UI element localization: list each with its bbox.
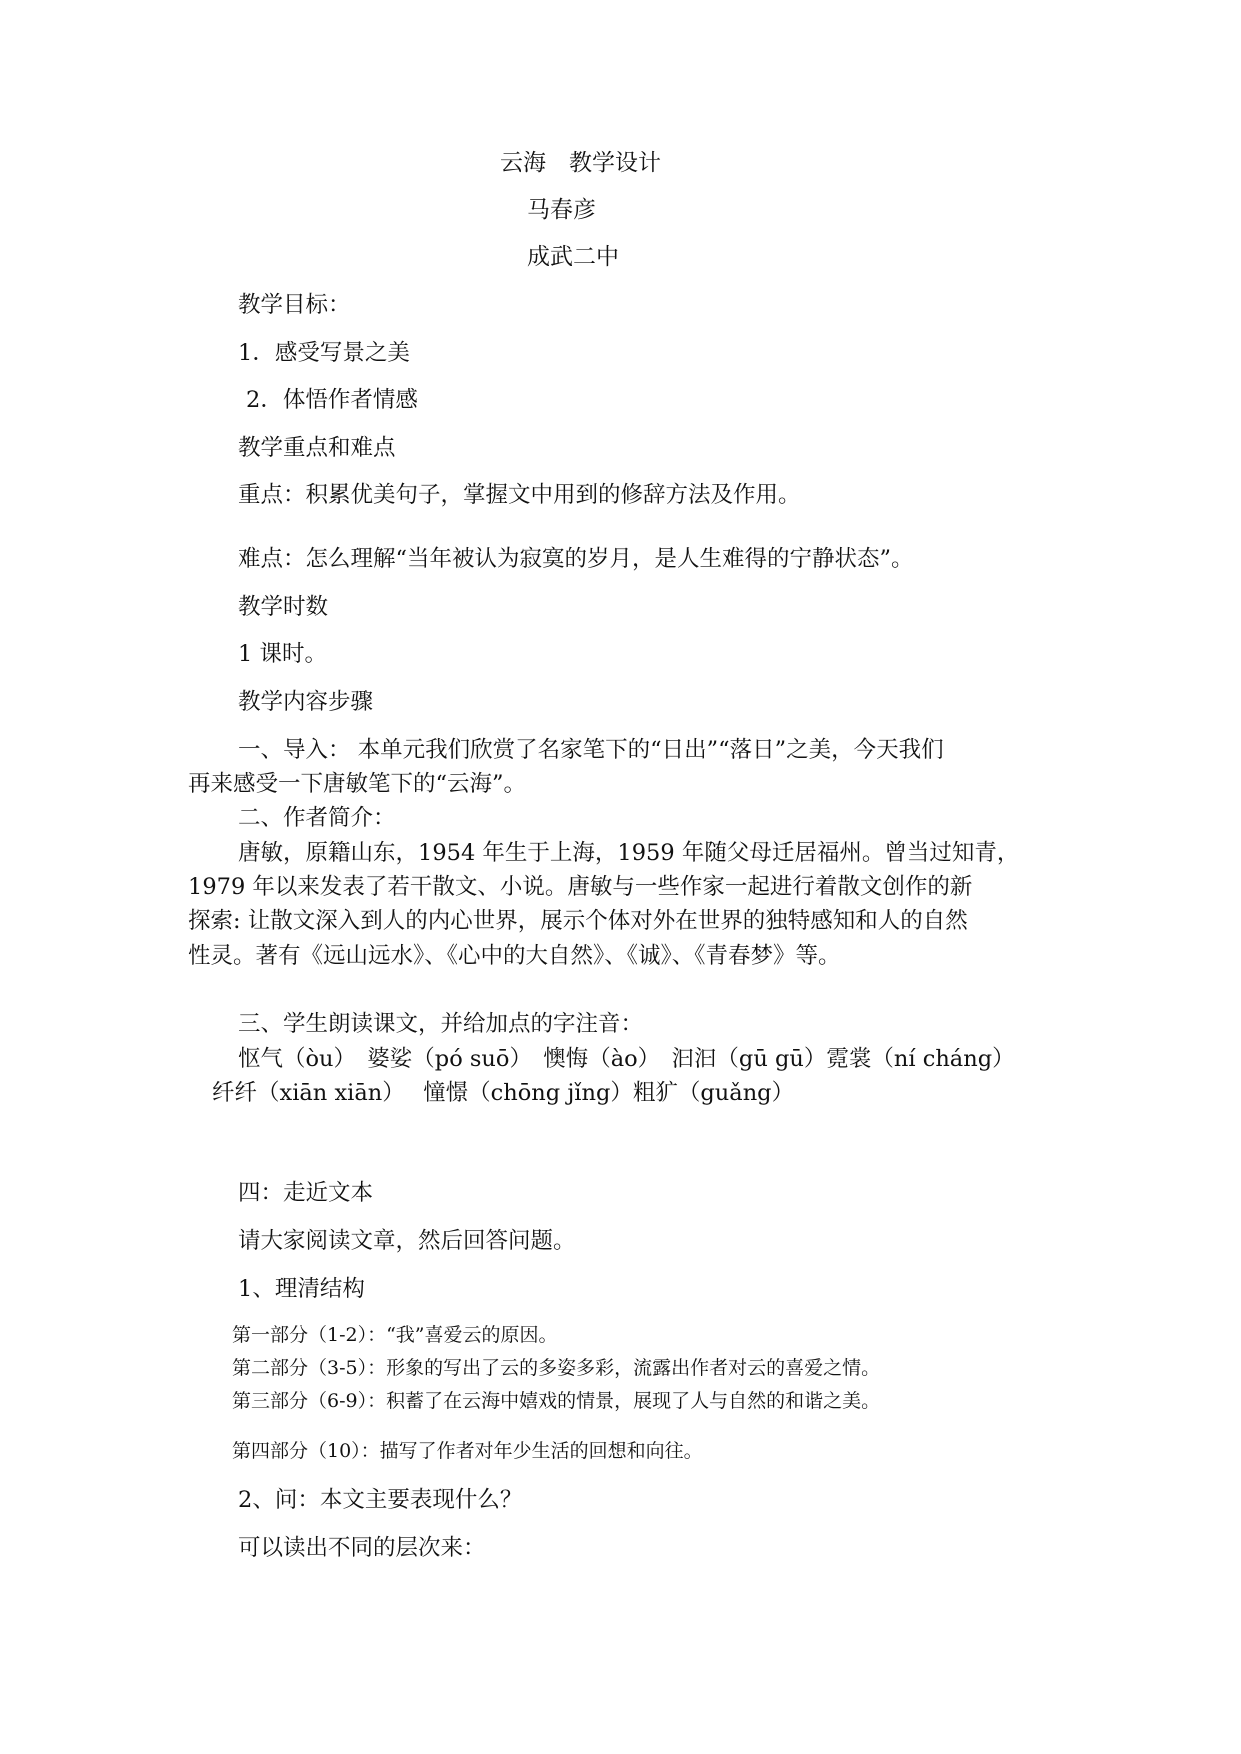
school-name: 成武二中 (527, 244, 619, 270)
structure-part: 第一部分（1-2）：“我”喜爱云的原因。 (232, 1324, 558, 1346)
author-name: 马春彦 (527, 197, 596, 223)
class-hours-value: 1 课时。 (238, 641, 327, 667)
text-study-prompt: 请大家阅读文章，然后回答问题。 (238, 1228, 576, 1254)
key-points-heading: 教学重点和难点 (238, 435, 396, 461)
steps-heading: 教学内容步骤 (238, 689, 374, 715)
author-intro-heading: 二、作者简介： (238, 805, 396, 831)
focus-point: 重点：积累优美句子，掌握文中用到的修辞方法及作用。 (238, 482, 801, 508)
author-intro-line: 性灵。著有《远山远水》、《心中的大自然》、《诚》、《青春梦》等。 (188, 943, 841, 969)
answer-intro: 可以读出不同的层次来： (238, 1535, 486, 1561)
objectives-heading: 教学目标： (238, 292, 351, 318)
main-question: 2、问：本文主要表现什么？ (238, 1487, 523, 1513)
pinyin-line: 怄气（òu） 婆娑（pó suō） 懊悔（ào） 汩汩（gū gū）霓裳（ní cháng） (238, 1046, 1015, 1072)
difficulty-point: 难点：怎么理解“当年被认为寂寞的岁月，是人生难得的宁静状态”。 (238, 546, 914, 572)
objective-item: 1．感受写景之美 (238, 340, 410, 366)
structure-part: 第三部分（6-9）：积蓄了在云海中嬉戏的情景，展现了人与自然的和谐之美。 (232, 1390, 881, 1412)
objective-item: 2．体悟作者情感 (246, 387, 418, 413)
reading-heading: 三、学生朗读课文，并给加点的字注音： (238, 1011, 644, 1037)
text-study-heading: 四：走近文本 (238, 1180, 374, 1206)
structure-part: 第二部分（3-5）：形象的写出了云的多姿多彩，流露出作者对云的喜爱之情。 (232, 1357, 881, 1379)
author-intro-line: 唐敏，原籍山东，1954 年生于上海，1959 年随父母迁居福州。曾当过知青， (238, 840, 1020, 866)
structure-part: 第四部分（10）：描写了作者对年少生活的回想和向往。 (232, 1440, 703, 1462)
pinyin-line: 纤纤（xiān xiān） 憧憬（chōng jǐng）粗犷（guǎng） (212, 1080, 795, 1106)
structure-heading: 1、理清结构 (238, 1276, 365, 1302)
document-title: 云海 教学设计 (500, 150, 661, 176)
intro-line: 再来感受一下唐敏笔下的“云海”。 (188, 771, 527, 797)
intro-line: 一、导入： 本单元我们欣赏了名家笔下的“日出”“落日”之美，今天我们 (238, 737, 944, 763)
class-hours-heading: 教学时数 (238, 594, 329, 620)
author-intro-line: 探索: 让散文深入到人的内心世界，展示个体对外在世界的独特感知和人的自然 (188, 908, 968, 934)
author-intro-line: 1979 年以来发表了若干散文、小说。唐敏与一些作家一起进行着散文创作的新 (188, 874, 973, 900)
